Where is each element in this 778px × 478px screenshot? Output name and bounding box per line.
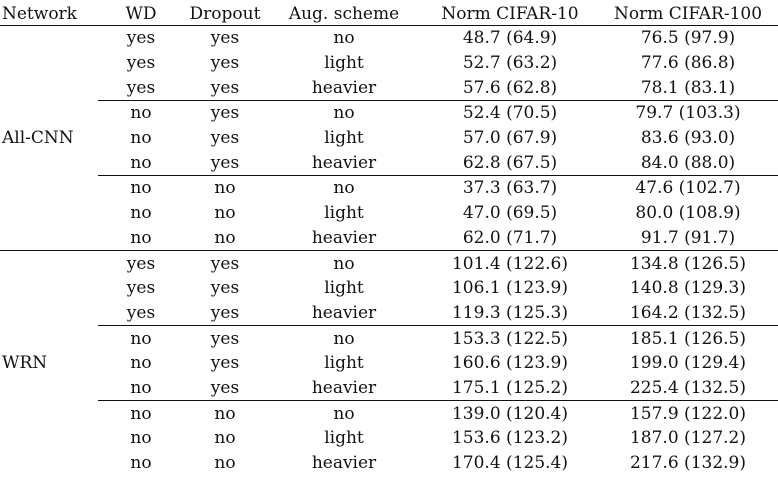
cell-dropout: yes: [210, 128, 240, 149]
cell-dropout: yes: [184, 326, 266, 351]
cell-norm-cifar10: 153.6 (123.2): [451, 428, 568, 449]
cell-aug-scheme: light: [324, 128, 364, 149]
cell-aug-scheme: no: [266, 101, 422, 126]
cell-norm-cifar10: 48.7 (64.9): [462, 28, 558, 49]
cell-norm-cifar100: 80.0 (108.9): [635, 203, 741, 224]
cell-dropout: yes: [210, 53, 240, 74]
cell-norm-cifar10: 106.1 (123.9): [451, 278, 568, 299]
cell-norm-cifar100: 187.0 (127.2): [629, 428, 746, 449]
cell-aug-scheme: no: [266, 251, 422, 276]
table-row: [0, 75, 778, 100]
table-row: [0, 26, 778, 51]
cell-dropout: yes: [210, 152, 240, 173]
cell-norm-cifar100: 134.8 (126.5): [598, 251, 778, 276]
header-aug-scheme: Aug. scheme: [266, 2, 422, 26]
table-row: [0, 276, 778, 301]
cell-wd: no: [130, 377, 152, 398]
cell-aug-scheme: light: [324, 278, 364, 299]
cell-norm-cifar100: 78.1 (83.1): [640, 77, 736, 98]
table-row: [0, 426, 778, 451]
cell-aug-scheme: heavier: [311, 152, 377, 173]
cell-aug-scheme: no: [333, 28, 355, 49]
cell-aug-scheme: heavier: [311, 453, 377, 474]
cell-norm-cifar10: 52.4 (70.5): [422, 101, 598, 126]
cell-aug-scheme: no: [266, 326, 422, 351]
cell-wd: no: [98, 326, 184, 351]
table-body: [0, 26, 778, 476]
cell-dropout: yes: [210, 28, 240, 49]
cell-dropout: no: [184, 401, 266, 426]
header-wd: WD: [98, 2, 184, 26]
cell-norm-cifar100: 225.4 (132.5): [629, 377, 746, 398]
cell-norm-cifar10: 62.0 (71.7): [462, 227, 558, 248]
cell-norm-cifar10: 175.1 (125.2): [451, 377, 568, 398]
cell-norm-cifar100: 217.6 (132.9): [629, 453, 746, 474]
cell-aug-scheme: light: [324, 353, 364, 374]
cell-aug-scheme: light: [324, 428, 364, 449]
cell-dropout: yes: [184, 101, 266, 126]
cell-wd: no: [130, 227, 152, 248]
cell-wd: no: [130, 453, 152, 474]
cell-wd: yes: [126, 53, 156, 74]
cell-norm-cifar10: 170.4 (125.4): [451, 453, 568, 474]
cell-wd: no: [130, 428, 152, 449]
table-row: [0, 401, 778, 426]
header-norm-cifar100: Norm CIFAR-100: [598, 2, 778, 26]
header-network: Network: [0, 2, 98, 26]
cell-wd: no: [130, 203, 152, 224]
cell-norm-cifar10: 160.6 (123.9): [451, 353, 568, 374]
cell-aug-scheme: heavier: [311, 302, 377, 323]
cell-wd: no: [130, 128, 152, 149]
cell-dropout: yes: [210, 77, 240, 98]
cell-norm-cifar100: 76.5 (97.9): [640, 28, 736, 49]
cell-aug-scheme: heavier: [311, 377, 377, 398]
cell-wd: no: [98, 101, 184, 126]
cell-dropout: yes: [210, 302, 240, 323]
cell-aug-scheme: light: [324, 203, 364, 224]
cell-norm-cifar100: 164.2 (132.5): [629, 302, 746, 323]
cell-dropout: no: [214, 428, 236, 449]
cell-norm-cifar10: 47.0 (69.5): [462, 203, 558, 224]
cell-norm-cifar10: 119.3 (125.3): [451, 302, 568, 323]
cell-dropout: no: [184, 176, 266, 201]
cell-norm-cifar100: 77.6 (86.8): [640, 53, 736, 74]
cell-norm-cifar10: 101.4 (122.6): [422, 251, 598, 276]
cell-aug-scheme: heavier: [311, 77, 377, 98]
table-row: [0, 376, 778, 401]
cell-aug-scheme: no: [266, 176, 422, 201]
cell-wd: yes: [126, 77, 156, 98]
table-row: [0, 176, 778, 201]
cell-wd: no: [130, 353, 152, 374]
cell-norm-cifar10: 57.0 (67.9): [462, 128, 558, 149]
cell-norm-cifar100: 47.6 (102.7): [598, 176, 778, 201]
cell-dropout: yes: [184, 251, 266, 276]
cell-wd: no: [98, 401, 184, 426]
table-row: [0, 150, 778, 175]
cell-norm-cifar100: 79.7 (103.3): [598, 101, 778, 126]
table-row: [0, 101, 778, 126]
table-row: [0, 226, 778, 251]
cell-dropout: yes: [210, 377, 240, 398]
network-name: WRN: [0, 251, 98, 476]
cell-norm-cifar10: 37.3 (63.7): [422, 176, 598, 201]
cell-norm-cifar100: 91.7 (91.7): [640, 227, 736, 248]
cell-norm-cifar10: 62.8 (67.5): [462, 152, 558, 173]
cell-norm-cifar10: 52.7 (63.2): [462, 53, 558, 74]
table-row: [0, 251, 778, 276]
cell-wd: no: [130, 152, 152, 173]
table-row: [0, 51, 778, 76]
header-norm-cifar10: Norm CIFAR-10: [422, 2, 598, 26]
header-dropout: Dropout: [184, 2, 266, 26]
table-row: [0, 351, 778, 376]
cell-wd: yes: [126, 302, 156, 323]
cell-norm-cifar10: 139.0 (120.4): [422, 401, 598, 426]
cell-wd: yes: [126, 28, 156, 49]
cell-norm-cifar100: 140.8 (129.3): [629, 278, 746, 299]
cell-norm-cifar100: 199.0 (129.4): [629, 353, 746, 374]
cell-aug-scheme: light: [324, 53, 364, 74]
cell-dropout: no: [214, 203, 236, 224]
cell-norm-cifar100: 185.1 (126.5): [598, 326, 778, 351]
cell-aug-scheme: no: [266, 401, 422, 426]
header-row: [0, 2, 778, 26]
cell-norm-cifar100: 157.9 (122.0): [598, 401, 778, 426]
cell-wd: yes: [98, 251, 184, 276]
cell-wd: yes: [126, 278, 156, 299]
table-row: [0, 451, 778, 476]
cell-norm-cifar100: 84.0 (88.0): [640, 152, 736, 173]
cell-aug-scheme: heavier: [311, 227, 377, 248]
network-name: All-CNN: [2, 128, 74, 149]
table-row: [0, 301, 778, 326]
cell-wd: no: [98, 176, 184, 201]
cell-dropout: yes: [210, 353, 240, 374]
cell-dropout: no: [214, 453, 236, 474]
table-row: [0, 201, 778, 226]
table-row: [0, 126, 778, 151]
results-table: [0, 2, 778, 475]
cell-norm-cifar10: 153.3 (122.5): [422, 326, 598, 351]
cell-norm-cifar100: 83.6 (93.0): [640, 128, 736, 149]
cell-norm-cifar10: 57.6 (62.8): [462, 77, 558, 98]
cell-dropout: yes: [210, 278, 240, 299]
table-row: [0, 326, 778, 351]
cell-dropout: no: [214, 227, 236, 248]
